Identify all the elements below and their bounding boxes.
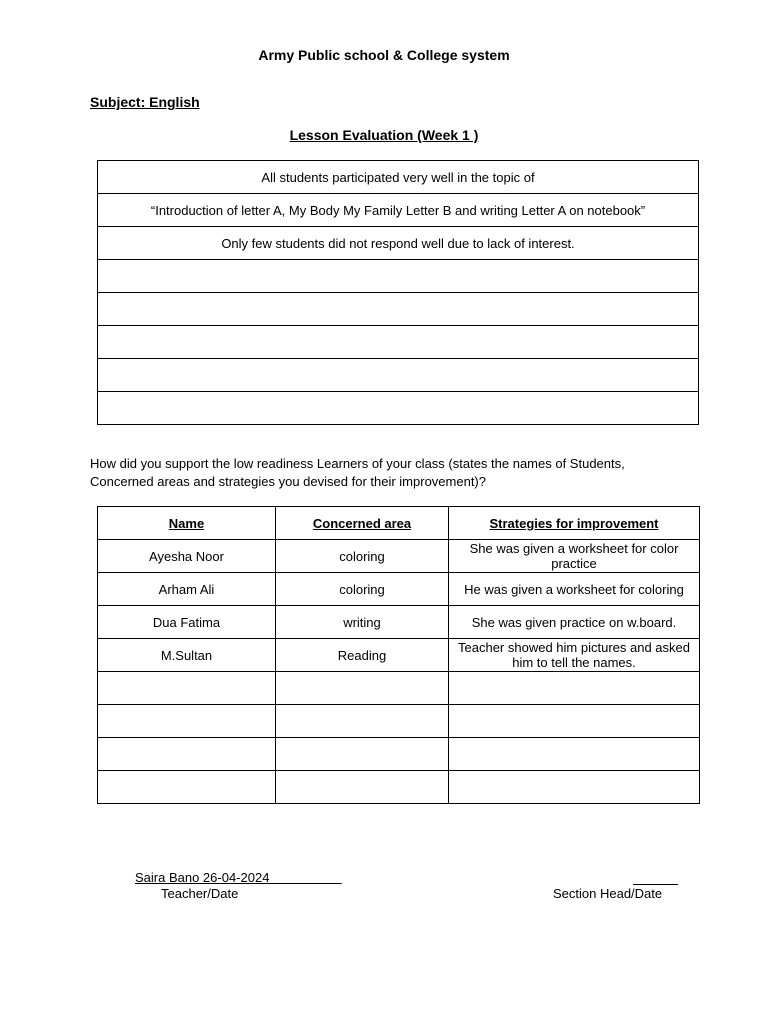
table-row bbox=[98, 326, 699, 359]
concerned-area bbox=[276, 771, 449, 804]
student-name bbox=[98, 771, 276, 804]
strategy bbox=[449, 705, 700, 738]
table-row bbox=[98, 260, 699, 293]
student-name bbox=[98, 738, 276, 771]
table-row bbox=[98, 771, 700, 804]
lesson-evaluation-title: Lesson Evaluation (Week 1 ) bbox=[289, 127, 479, 143]
evaluation-cell: “Introduction of letter A, My Body My Family Letter B and writing Letter A on notebook” bbox=[98, 194, 699, 227]
student-name bbox=[98, 672, 276, 705]
concerned-area bbox=[276, 738, 449, 771]
concerned-area: coloring bbox=[276, 540, 449, 573]
table-row bbox=[98, 606, 700, 639]
support-question: How did you support the low readiness Learners of your class (states the names of Students, Concerned areas and strategies you devised for their improvement)? bbox=[90, 456, 625, 489]
school-title: Army Public school & College system bbox=[258, 47, 510, 63]
table-header-row bbox=[98, 507, 700, 540]
evaluation-cell bbox=[98, 326, 699, 359]
support-learners-table bbox=[97, 506, 700, 804]
section-head-date-label: Section Head/Date bbox=[553, 886, 663, 901]
evaluation-cell bbox=[98, 293, 699, 326]
table-row bbox=[98, 293, 699, 326]
subject-heading: Subject: English bbox=[90, 94, 200, 110]
concerned-area bbox=[276, 672, 449, 705]
concerned-area bbox=[276, 705, 449, 738]
table-row bbox=[98, 672, 700, 705]
strategy bbox=[449, 672, 700, 705]
table-row bbox=[98, 392, 699, 425]
student-name: Ayesha Noor bbox=[98, 540, 276, 573]
teacher-signature-value: Saira Bano 26-04-2024 bbox=[135, 870, 270, 885]
evaluation-cell bbox=[98, 392, 699, 425]
concerned-area: writing bbox=[276, 606, 449, 639]
student-name bbox=[98, 705, 276, 738]
student-name: Arham Ali bbox=[98, 573, 276, 606]
header-name: Name bbox=[98, 507, 276, 540]
header-strategies: Strategies for improvement bbox=[449, 507, 700, 540]
header-concerned-area: Concerned area bbox=[276, 507, 449, 540]
table-row bbox=[98, 540, 700, 573]
strategy: Teacher showed him pictures and asked him to tell the names. bbox=[449, 639, 700, 672]
student-name: M.Sultan bbox=[98, 639, 276, 672]
table-row bbox=[98, 573, 700, 606]
section-head-signature-line bbox=[633, 884, 678, 885]
student-name: Dua Fatima bbox=[98, 606, 276, 639]
strategy: She was given practice on w.board. bbox=[449, 606, 700, 639]
strategy bbox=[449, 738, 700, 771]
evaluation-cell bbox=[98, 260, 699, 293]
table-row bbox=[98, 227, 699, 260]
strategy: He was given a worksheet for coloring bbox=[449, 573, 700, 606]
table-row bbox=[98, 639, 700, 672]
teacher-signature bbox=[135, 870, 342, 885]
evaluation-cell bbox=[98, 359, 699, 392]
lesson-evaluation-table bbox=[97, 160, 699, 425]
table-row bbox=[98, 738, 700, 771]
table-row bbox=[98, 359, 699, 392]
concerned-area: coloring bbox=[276, 573, 449, 606]
teacher-date-label: Teacher/Date bbox=[161, 886, 239, 901]
table-row bbox=[98, 705, 700, 738]
strategy: She was given a worksheet for color practice bbox=[449, 540, 700, 573]
strategy bbox=[449, 771, 700, 804]
table-row bbox=[98, 194, 699, 227]
table-row bbox=[98, 161, 699, 194]
concerned-area: Reading bbox=[276, 639, 449, 672]
evaluation-cell: Only few students did not respond well due to lack of interest. bbox=[98, 227, 699, 260]
evaluation-cell: All students participated very well in the topic of bbox=[98, 161, 699, 194]
